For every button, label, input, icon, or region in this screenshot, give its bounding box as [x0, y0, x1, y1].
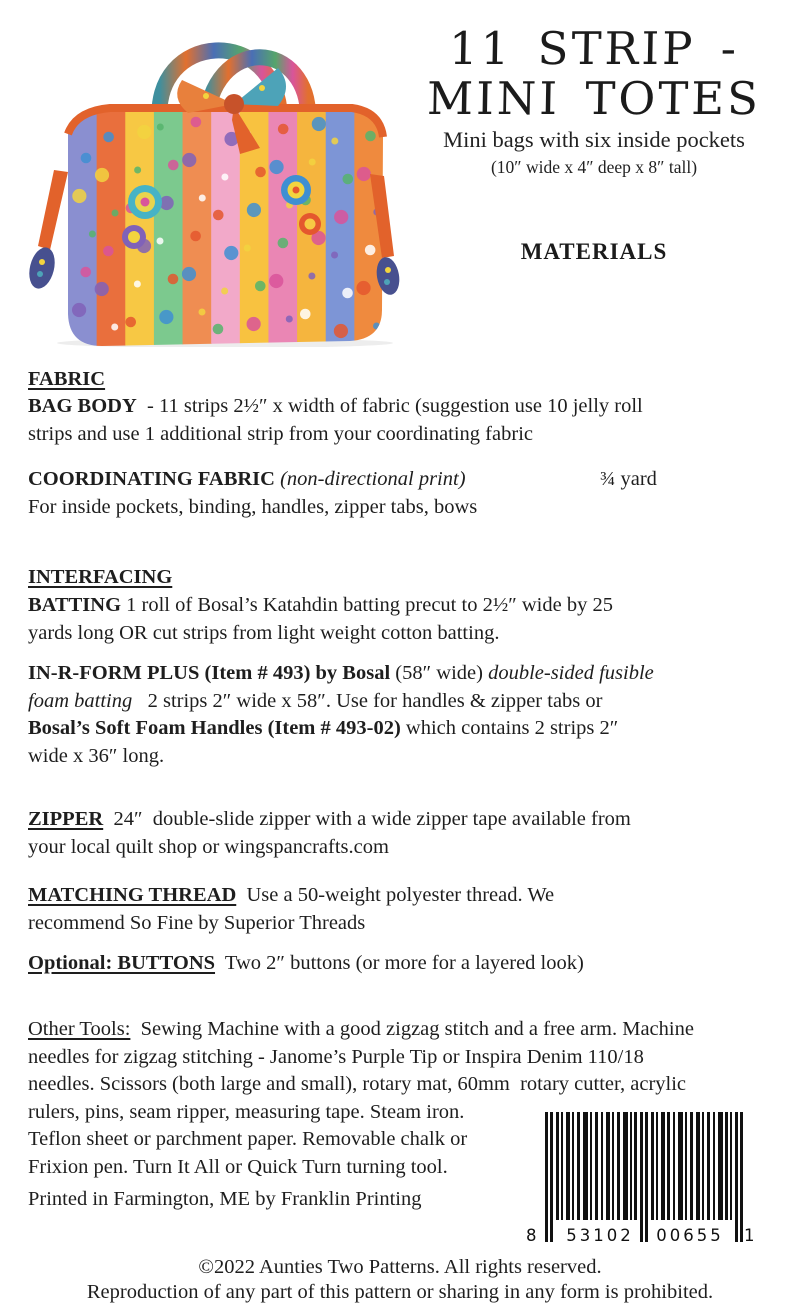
coordinating-fabric-paragraph: COORDINATING FABRIC (non-directional print) ¾ yard For inside pockets, binding, handles, zipper tabs, bows — [28, 468, 657, 518]
title-block — [408, 24, 780, 178]
copyright-line: ©2022 Aunties Two Patterns. All rights reserved. — [198, 1256, 602, 1278]
interfacing-heading: INTERFACING — [28, 566, 173, 588]
batting-paragraph: BATTING 1 roll of Bosal’s Katahdin batting precut to 2½″ wide by 25 yards long OR cut strips from light weight cotton batting. — [28, 594, 613, 644]
reproduction-line: Reproduction of any part of this pattern or sharing in any form is prohibited. — [86, 1281, 714, 1303]
materials-heading: MATERIALS — [520, 239, 668, 264]
printed-by-line: Printed in Farmington, ME by Franklin Printing — [28, 1188, 422, 1210]
other-tools-paragraph: Other Tools: Sewing Machine with a good zigzag stitch and a free arm. Machine needles for zigzag stitching - Janome’s Purple Tip or Inspira Denim 110/18 needles. Scissors (both large and small), rotary mat, 60mm rotary cutter, acrylic rulers, pins, seam ripper, measuring tape. Steam iron. Teflon sheet or parchment paper. Removable chalk or Frixion pen. Turn It All or Quick Turn turning tool. — [28, 1018, 694, 1178]
barcode-digits-group2: 00655 — [652, 1226, 728, 1245]
fabric-heading: FABRIC — [28, 368, 106, 390]
bag-illustration — [10, 12, 410, 347]
bag-body-paragraph: BAG BODY - 11 strips 2½″ x width of fabric (suggestion use 10 jelly roll strips and use 1 additional strip from your coordinating fabric — [28, 395, 643, 445]
page-title-line1: 11 STRIP - — [448, 22, 740, 75]
upc-barcode — [526, 1112, 768, 1252]
bag-photo — [10, 12, 410, 347]
barcode-digit-left: 8 — [526, 1226, 537, 1245]
page-subtitle: Mini bags with six inside pockets — [443, 127, 745, 152]
bag-dimensions: (10″ wide x 4″ deep x 8″ tall) — [490, 157, 698, 177]
page-title-line2: MINI TOTES — [426, 72, 762, 125]
zipper-paragraph: ZIPPER 24″ double-slide zipper with a wide zipper tape available from your local quilt shop or wingspancrafts.com — [28, 808, 631, 858]
barcode-digits-group1: 53102 — [562, 1226, 638, 1245]
bag-side-tab-left — [25, 170, 68, 291]
barcode-digit-right: 1 — [744, 1226, 755, 1245]
buttons-paragraph: Optional: BUTTONS Two 2″ buttons (or more for a layered look) — [28, 952, 584, 974]
inrform-paragraph: IN-R-FORM PLUS (Item # 493) by Bosal (58″ wide) double-sided fusible foam batting 2 strips 2″ wide x 58″. Use for handles & zipper tabs or Bosal’s Soft Foam Handles (Item # 493-02) which contains 2 strips 2″ wide x 36″ long. — [28, 662, 654, 767]
thread-paragraph: MATCHING THREAD Use a 50-weight polyester thread. We recommend So Fine by Superior Threads — [28, 884, 555, 934]
